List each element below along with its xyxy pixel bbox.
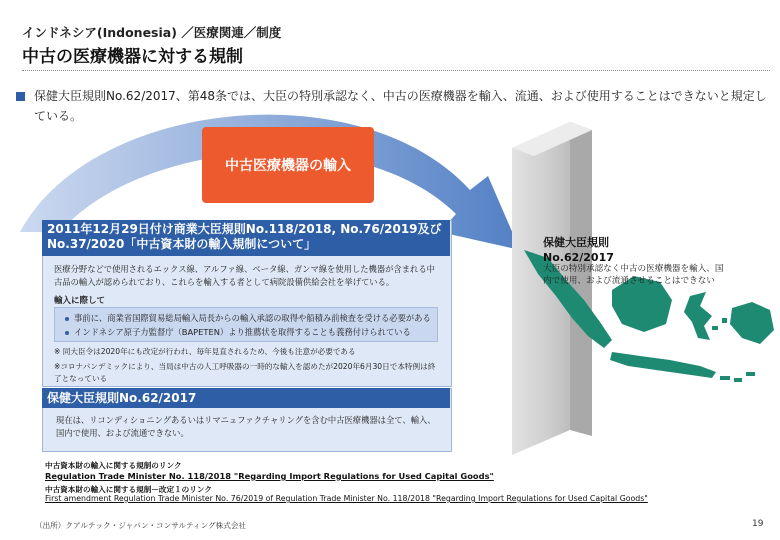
breadcrumb: インドネシア(Indonesia) ／医療関連／制度 <box>22 25 282 40</box>
amendment-link[interactable]: First amendment Regulation Trade Minister No. 76/2019 of Regulation Trade Minister No. 118/2018 "Regarding Import Regulations for Used Capital Goods" <box>45 494 648 503</box>
list-item: インドネシア原子力監督庁（BAPETEN）より推薦状を取得することも義務付けられている <box>65 326 411 338</box>
import-label: 中古医療機器の輸入 <box>202 127 374 203</box>
lead-text: 保健大臣規則No.62/2017、第48条では、大臣の特別承認なく、中古の医療機器を輸入、流通、および使用することはできないと規定している。 <box>34 89 767 123</box>
note-text: ※ 同大臣令は2020年にも改定が行われ、毎年見直されるため、今後も注意が必要である <box>54 347 356 356</box>
health-regulation-body: 現在は、リコンディショニングあるいはリマニュファクチャリングを含む中古医療機器は全て、輸入、国内で使用、および流通できない。 <box>56 415 436 438</box>
law-description: 大臣の特別承認なく中古の医療機器を輸入、国内で使用、および流通させることはできない <box>543 264 724 286</box>
trade-regulation-body: 医療分野などで使用されるエックス線、アルファ線、ベータ線、ガンマ線を使用した機器が含まれる中古品の輸入が認められており、これらを輸入する者として病院設備供給会社を挙げている。 <box>54 264 435 287</box>
list-item: 事前に、商業省国際貿易総局輸入局長からの輸入承認の取得や船積み前検査を受ける必要がある <box>65 312 431 324</box>
import-requirements-list <box>54 307 438 342</box>
link-heading: 中古資本財の輸入に関する規制－改定１のリンク <box>45 485 212 494</box>
law-title <box>543 235 614 265</box>
bullet-icon <box>65 317 69 321</box>
footer-source: （出所）クアルテック・ジャパン・コンサルティング株式会社 <box>35 521 247 530</box>
bullet-icon <box>65 331 69 335</box>
health-regulation-title: 保健大臣規則No.62/2017 <box>42 388 450 408</box>
page-title: 中古の医療機器に対する規制 <box>22 47 243 67</box>
law-title-line2: No.62/2017 <box>543 251 614 264</box>
link-heading: 中古資本財の輸入に関する規制のリンク <box>45 461 182 470</box>
regulation-link[interactable]: Regulation Trade Minister No. 118/2018 "Regarding Import Regulations for Used Capital Goods" <box>45 471 494 481</box>
note-text: ※コロナパンデミックにより、当局は中古の人工呼吸器の一時的な輸入を認めたが2020年6月30日で本特例は終了となっている <box>54 362 436 383</box>
page-number: 19 <box>752 519 764 529</box>
trade-regulation-title: 2011年12月29日付け商業大臣規則No.118/2018, No.76/2019及びNo.37/2020「中古資本財の輸入規制について」 <box>42 220 450 256</box>
law-title-line1: 保健大臣規則 <box>543 236 609 249</box>
import-heading: 輸入に際して <box>54 296 106 306</box>
